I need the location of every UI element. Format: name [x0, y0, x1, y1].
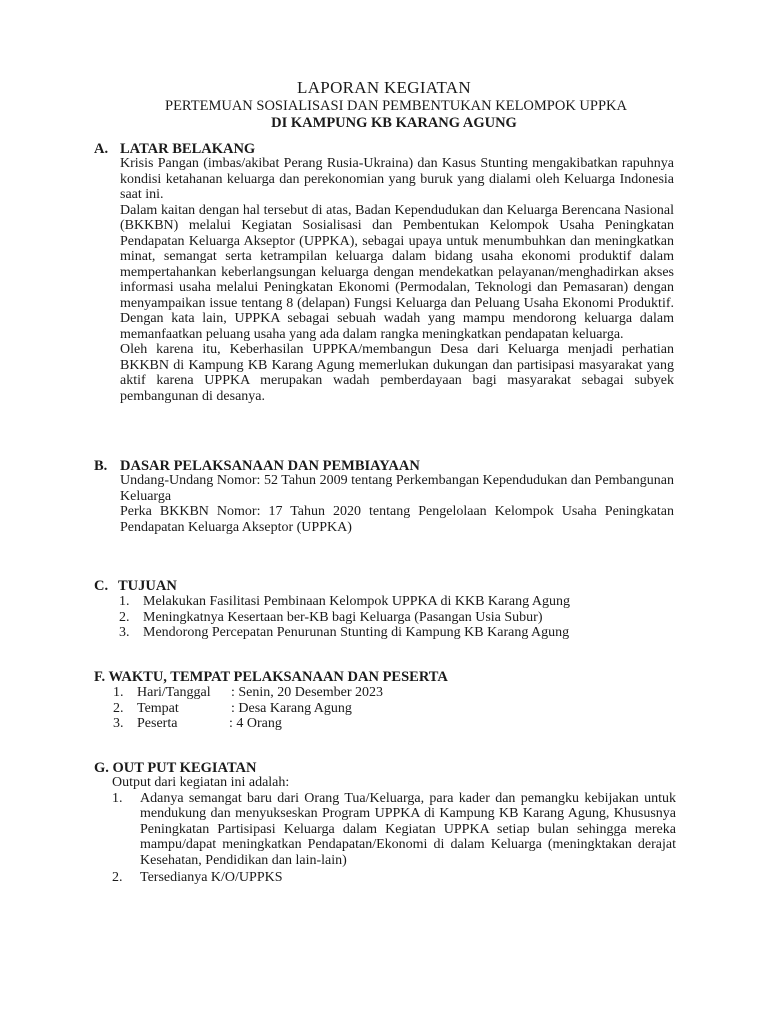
section-b-paragraph-2: Perka BKKBN Nomor: 17 Tahun 2020 tentang Pengelolaan Kelompok Usaha Peningkatan Pendapatan Keluarga Akseptor (UPPKA)	[120, 504, 674, 535]
detail-row-date	[113, 685, 513, 701]
list-item	[119, 594, 679, 610]
section-a-heading	[94, 141, 255, 157]
detail-row-number: 1.	[113, 685, 124, 700]
detail-row-number: 3.	[113, 716, 124, 731]
section-g-heading: G. OUT PUT KEGIATAN	[94, 760, 257, 776]
list-item-number: 2.	[119, 609, 130, 625]
detail-row-value: : 4 Orang	[229, 716, 282, 731]
section-c-list	[119, 594, 679, 641]
output-item	[112, 870, 676, 886]
section-a-paragraph-1: Krisis Pangan (imbas/akibat Perang Rusia-Ukraina) dan Kasus Stunting mengakibatkan rapuhnya kondisi ketahanan keluarga dan perekonomian yang buruk yang dialami oleh Keluarga Indonesia saat ini.	[120, 156, 674, 202]
section-f-list	[113, 685, 513, 732]
detail-row-key: Peserta	[137, 716, 178, 731]
detail-row-place	[113, 701, 513, 717]
section-a-paragraph-3: Oleh karena itu, Keberhasilan UPPKA/membangun Desa dari Keluarga menjadi perhatian BKKBN di Kampung KB Karang Agung memerlukan dukungan dan partisipasi masyarakat yang aktif karena UPPKA merupakan wadah pemberdayaan bagi masyarakat sebagai subyek pembangunan di desanya.	[120, 342, 674, 404]
section-c-heading	[94, 578, 177, 594]
output-item-text: Adanya semangat baru dari Orang Tua/Keluarga, para kader dan pemangku kebijakan untuk mendukung dan menyukseskan Program UPPKA di Kampung KB Karang Agung, Khususnya Peningkatan Partisipasi Keluarga dalam Kegiatan UPPKA setiap bulan sehingga mereka mampu/dapat meningkatkan Pendapatan/Ekonomi di dalam Keluarga (meningktakan derajat Kesehatan, Pendidikan dan lain-lain)	[140, 790, 676, 868]
output-item-text: Tersedianya K/O/UPPKS	[140, 870, 283, 885]
title-block	[0, 78, 768, 132]
section-b-body	[120, 473, 674, 535]
detail-row-value: : Senin, 20 Desember 2023	[231, 685, 384, 700]
output-item	[112, 791, 676, 869]
detail-row-value: : Desa Karang Agung	[231, 700, 352, 716]
page-title: LAPORAN KEGIATAN	[297, 78, 471, 97]
section-a-paragraph-2: Dalam kaitan dengan hal tersebut di atas, Badan Kependudukan dan Keluarga Berencana Nasional (BKKBN) melalui Kegiatan Sosialisasi dan Pembentukan Kelompok Usaha Peningkatan Pendapatan Keluarga Akseptor (UPPKA), sebagai upaya untuk menumbuhkan dan meningkatkan minat, semangat serta ketrampilan keluarga dalam bidang usaha ekonomi produktif dalam mempertahankan keberlangsungan keluarga dengan mendekatkan pelayanan/menghadirkan akses informasi usaha melalui Peningkatan Ekonomi (Permodalan, Teknologi dan Pemasaran) dengan menyampaikan issue tentang 8 (delapan) Fungsi Keluarga dan Peluang Usaha Ekonomi Produktif. Dengan kata lain, UPPKA sebagai sebuah wadah yang mampu mendorong keluarga dalam memanfaatkan peluang usaha yang ada dalam rangka meningkatkan pendapatan keluarga.	[120, 202, 674, 342]
section-a-body	[120, 156, 674, 404]
section-b-title: DASAR PELAKSANAAN DAN PEMBIAYAAN	[120, 458, 420, 474]
list-item-text: Meningkatnya Kesertaan ber-KB bagi Keluarga (Pasangan Usia Subur)	[143, 609, 543, 625]
section-b-paragraph-1: Undang-Undang Nomor: 52 Tahun 2009 tentang Perkembangan Kependudukan dan Pembangunan Keluarga	[120, 473, 674, 504]
section-f-heading: F. WAKTU, TEMPAT PELAKSANAAN DAN PESERTA	[94, 669, 448, 685]
list-item-text: Mendorong Percepatan Penurunan Stunting di Kampung KB Karang Agung	[143, 625, 570, 640]
list-item	[119, 625, 679, 641]
section-c-letter: C.	[94, 578, 109, 594]
detail-row-key: Hari/Tanggal	[137, 685, 211, 700]
section-g-intro: Output dari kegiatan ini adalah:	[112, 775, 290, 790]
page-subtitle-location: DI KAMPUNG KB KARANG AGUNG	[271, 115, 517, 131]
section-b-letter: B.	[94, 458, 108, 474]
section-g-body	[112, 775, 676, 886]
output-item-number: 1.	[112, 790, 123, 806]
detail-row-number: 2.	[113, 700, 124, 716]
detail-row-participants	[113, 716, 513, 732]
detail-row-key: Tempat	[137, 700, 179, 716]
section-a-title: LATAR BELAKANG	[120, 141, 256, 157]
list-item-number: 3.	[119, 625, 130, 640]
list-item-number: 1.	[119, 594, 130, 609]
output-item-number: 2.	[112, 870, 123, 885]
list-item	[119, 610, 679, 626]
list-item-text: Melakukan Fasilitasi Pembinaan Kelompok UPPKA di KKB Karang Agung	[143, 594, 570, 609]
page-subtitle: PERTEMUAN SOSIALISASI DAN PEMBENTUKAN KELOMPOK UPPKA	[165, 98, 627, 114]
section-b-heading	[94, 458, 420, 474]
section-c-title: TUJUAN	[118, 578, 177, 594]
section-a-letter: A.	[94, 141, 109, 157]
